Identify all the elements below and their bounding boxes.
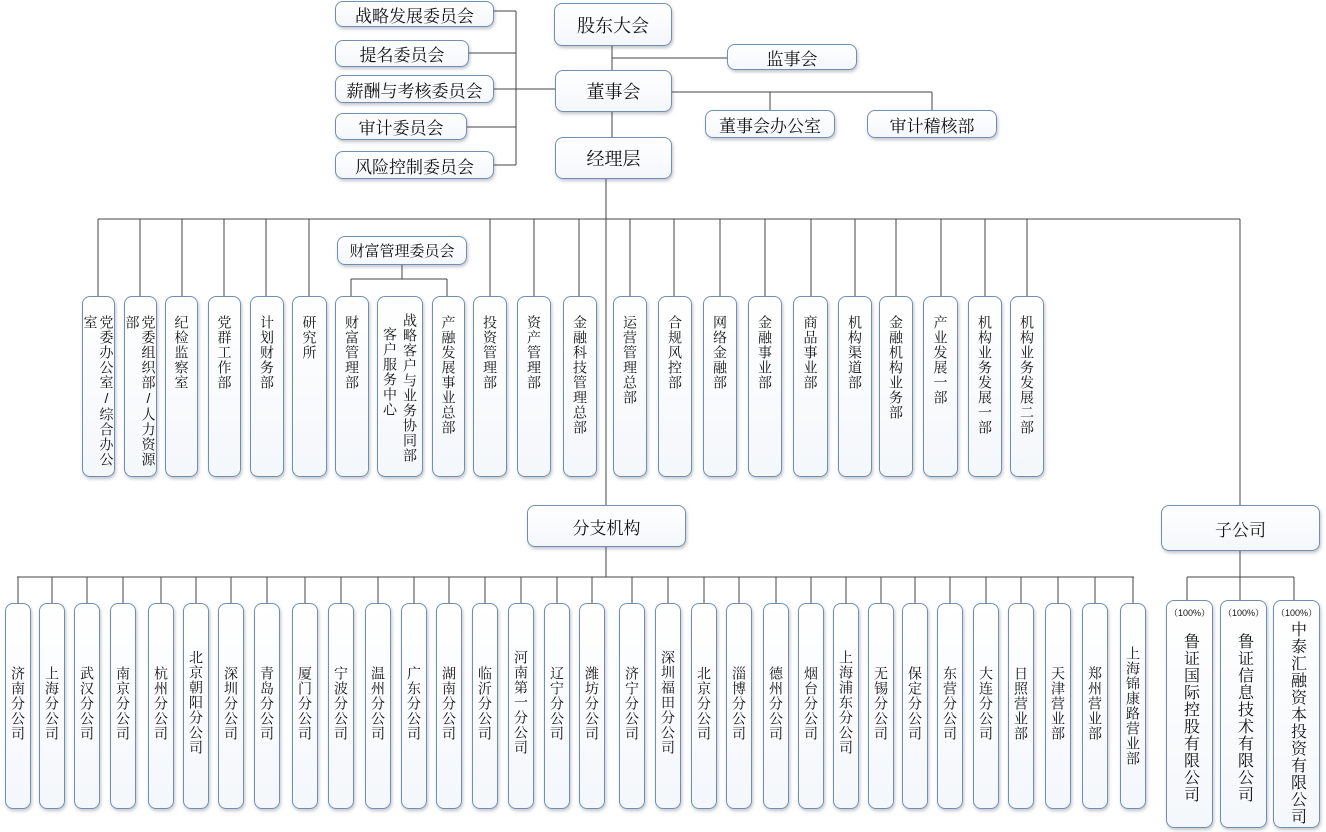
branch-box-28 bbox=[973, 603, 999, 809]
department-label: 产业发展一部 bbox=[932, 315, 949, 405]
department-box-14 bbox=[613, 296, 647, 477]
branch-label: 上海浦东分公司 bbox=[838, 650, 854, 755]
department-box-22 bbox=[968, 296, 1002, 477]
department-box-21 bbox=[923, 296, 958, 477]
branch-box-10 bbox=[328, 603, 354, 809]
department-label: 运营管理总部 bbox=[622, 315, 638, 405]
branch-label: 杭州分公司 bbox=[153, 666, 169, 741]
department-label: 合规风控部 bbox=[667, 315, 683, 390]
committee-box-3: 薪酬与考核委员会 bbox=[335, 75, 494, 103]
department-box-17 bbox=[748, 296, 782, 477]
branch-box-7 bbox=[218, 603, 244, 809]
subsidiary-box-1 bbox=[1166, 600, 1213, 828]
branch-label: 临沂分公司 bbox=[477, 666, 493, 741]
branch-label: 济宁分公司 bbox=[624, 666, 640, 741]
wealth-management-committee-box: 财富管理委员会 bbox=[337, 236, 467, 265]
department-box-3 bbox=[165, 296, 198, 477]
department-box-16 bbox=[703, 296, 737, 477]
branch-box-5 bbox=[148, 603, 174, 809]
branch-label: 淄博分公司 bbox=[731, 666, 747, 741]
branch-label: 天津营业部 bbox=[1050, 666, 1066, 741]
department-label: 战略客户与业务协同部 bbox=[402, 313, 418, 463]
branch-box-8 bbox=[254, 603, 280, 809]
branch-box-4 bbox=[110, 603, 136, 809]
ownership-percentage: （100%） bbox=[1168, 608, 1211, 618]
branch-box-2 bbox=[39, 603, 65, 809]
branch-label: 日照营业部 bbox=[1013, 666, 1029, 741]
department-label: 客户服务中心 bbox=[382, 327, 398, 417]
branch-label: 上海分公司 bbox=[44, 666, 60, 741]
department-box-4 bbox=[208, 296, 241, 477]
department-label: 商品事业部 bbox=[802, 315, 819, 390]
department-label: 金融机构业务部 bbox=[888, 315, 904, 420]
branch-label: 上海锦康路营业部 bbox=[1125, 646, 1141, 766]
branch-box-22 bbox=[763, 603, 789, 809]
department-label: 机构业务发展二部 bbox=[1019, 315, 1035, 435]
subsidiary-label: 鲁证国际控股有限公司 bbox=[1181, 633, 1199, 803]
branch-box-23 bbox=[798, 603, 824, 809]
branch-box-13 bbox=[436, 603, 462, 809]
department-box-19 bbox=[838, 296, 872, 477]
department-box-18 bbox=[793, 296, 828, 477]
department-label: 党群工作部 bbox=[216, 315, 233, 390]
board-of-directors-box: 董事会 bbox=[555, 70, 672, 112]
branch-box-21 bbox=[726, 603, 752, 809]
branch-label: 大连分公司 bbox=[978, 666, 994, 741]
department-label: 网络金融部 bbox=[712, 315, 728, 390]
branch-label: 南京分公司 bbox=[115, 666, 131, 741]
department-box-1 bbox=[82, 296, 115, 477]
department-label: 党委办公室/综合办公室 bbox=[82, 315, 115, 467]
branch-box-32 bbox=[1120, 603, 1146, 809]
branch-label: 广东分公司 bbox=[406, 666, 422, 741]
branches-box: 分支机构 bbox=[527, 505, 686, 547]
department-box-7 bbox=[335, 296, 369, 477]
branch-box-17 bbox=[579, 603, 605, 809]
shareholders-meeting-box: 股东大会 bbox=[554, 3, 672, 46]
branch-box-9 bbox=[292, 603, 318, 809]
branch-label: 济南分公司 bbox=[10, 666, 26, 741]
branch-box-1 bbox=[5, 603, 31, 809]
branch-box-12 bbox=[401, 603, 427, 809]
department-label: 机构业务发展一部 bbox=[977, 315, 993, 435]
department-box-20 bbox=[879, 296, 913, 477]
committee-box-1: 战略发展委员会 bbox=[335, 1, 494, 27]
branch-box-16 bbox=[544, 603, 570, 809]
department-box-13 bbox=[563, 296, 597, 477]
branch-label: 烟台分公司 bbox=[803, 666, 819, 741]
supervisory-board-box: 监事会 bbox=[727, 44, 857, 70]
branch-label: 德州分公司 bbox=[768, 666, 784, 741]
branch-box-31 bbox=[1082, 603, 1108, 809]
department-label: 纪检监察室 bbox=[173, 315, 190, 390]
branch-label: 东营分公司 bbox=[942, 666, 958, 741]
branch-label: 河南第一分公司 bbox=[513, 650, 529, 755]
branch-label: 温州分公司 bbox=[370, 666, 386, 741]
subsidiary-label: 中泰汇融资本投资有限公司 bbox=[1288, 621, 1306, 825]
ownership-percentage: （100%） bbox=[1275, 608, 1318, 618]
management-box: 经理层 bbox=[555, 137, 672, 179]
department-label: 研究所 bbox=[301, 315, 318, 360]
branch-label: 郑州营业部 bbox=[1087, 666, 1103, 741]
department-box-5 bbox=[250, 296, 284, 477]
department-box-23 bbox=[1010, 296, 1044, 477]
branch-label: 深圳分公司 bbox=[223, 666, 239, 741]
branch-box-6 bbox=[183, 603, 209, 809]
committee-box-5: 风险控制委员会 bbox=[335, 151, 494, 179]
subsidiary-box-3 bbox=[1273, 600, 1320, 828]
board-office-box: 董事会办公室 bbox=[705, 110, 835, 138]
subsidiary-label: 鲁证信息技术有限公司 bbox=[1235, 633, 1253, 803]
branch-label: 北京朝阳分公司 bbox=[188, 650, 204, 755]
department-box-6 bbox=[292, 296, 327, 477]
branch-box-14 bbox=[472, 603, 498, 809]
branch-box-3 bbox=[74, 603, 100, 809]
branch-label: 青岛分公司 bbox=[259, 666, 275, 741]
department-box-12 bbox=[517, 296, 551, 477]
branch-label: 宁波分公司 bbox=[333, 666, 349, 741]
department-label: 党委组织部/人力资源部 bbox=[124, 315, 157, 467]
branch-box-29 bbox=[1008, 603, 1034, 809]
branch-box-27 bbox=[937, 603, 963, 809]
branch-label: 北京分公司 bbox=[696, 666, 712, 741]
branch-box-19 bbox=[655, 603, 681, 809]
subsidiaries-box: 子公司 bbox=[1161, 505, 1320, 551]
department-box-15 bbox=[658, 296, 692, 477]
department-label: 金融事业部 bbox=[757, 315, 773, 390]
branch-box-26 bbox=[902, 603, 928, 809]
committee-box-4: 审计委员会 bbox=[335, 113, 467, 140]
branch-box-18 bbox=[619, 603, 645, 809]
department-label: 产融发展事业总部 bbox=[440, 315, 457, 435]
department-label: 机构渠道部 bbox=[847, 315, 863, 390]
branch-box-24 bbox=[833, 603, 859, 809]
subsidiary-box-2 bbox=[1220, 600, 1267, 828]
branch-label: 保定分公司 bbox=[907, 666, 923, 741]
branch-box-25 bbox=[868, 603, 894, 809]
branch-label: 无锡分公司 bbox=[873, 666, 889, 741]
department-box-2 bbox=[124, 296, 157, 477]
department-box-11 bbox=[473, 296, 507, 477]
branch-label: 辽宁分公司 bbox=[549, 666, 565, 741]
ownership-percentage: （100%） bbox=[1222, 608, 1265, 618]
audit-department-box: 审计稽核部 bbox=[867, 110, 997, 138]
branch-box-11 bbox=[365, 603, 391, 809]
branch-label: 武汉分公司 bbox=[79, 666, 95, 741]
branch-label: 厦门分公司 bbox=[297, 666, 313, 741]
branch-box-20 bbox=[691, 603, 717, 809]
branch-label: 深圳福田分公司 bbox=[660, 650, 676, 755]
branch-box-30 bbox=[1045, 603, 1071, 809]
department-box-8 bbox=[377, 296, 423, 477]
department-label: 金融科技管理总部 bbox=[572, 315, 588, 435]
department-label: 资产管理部 bbox=[526, 315, 542, 390]
department-label: 投资管理部 bbox=[482, 315, 498, 390]
branch-box-15 bbox=[508, 603, 534, 809]
department-label: 计划财务部 bbox=[259, 315, 275, 390]
committee-box-2: 提名委员会 bbox=[335, 40, 469, 67]
department-box-10 bbox=[432, 296, 465, 477]
branch-label: 湖南分公司 bbox=[441, 666, 457, 741]
department-label: 财富管理部 bbox=[344, 315, 360, 390]
branch-label: 潍坊分公司 bbox=[584, 666, 600, 741]
